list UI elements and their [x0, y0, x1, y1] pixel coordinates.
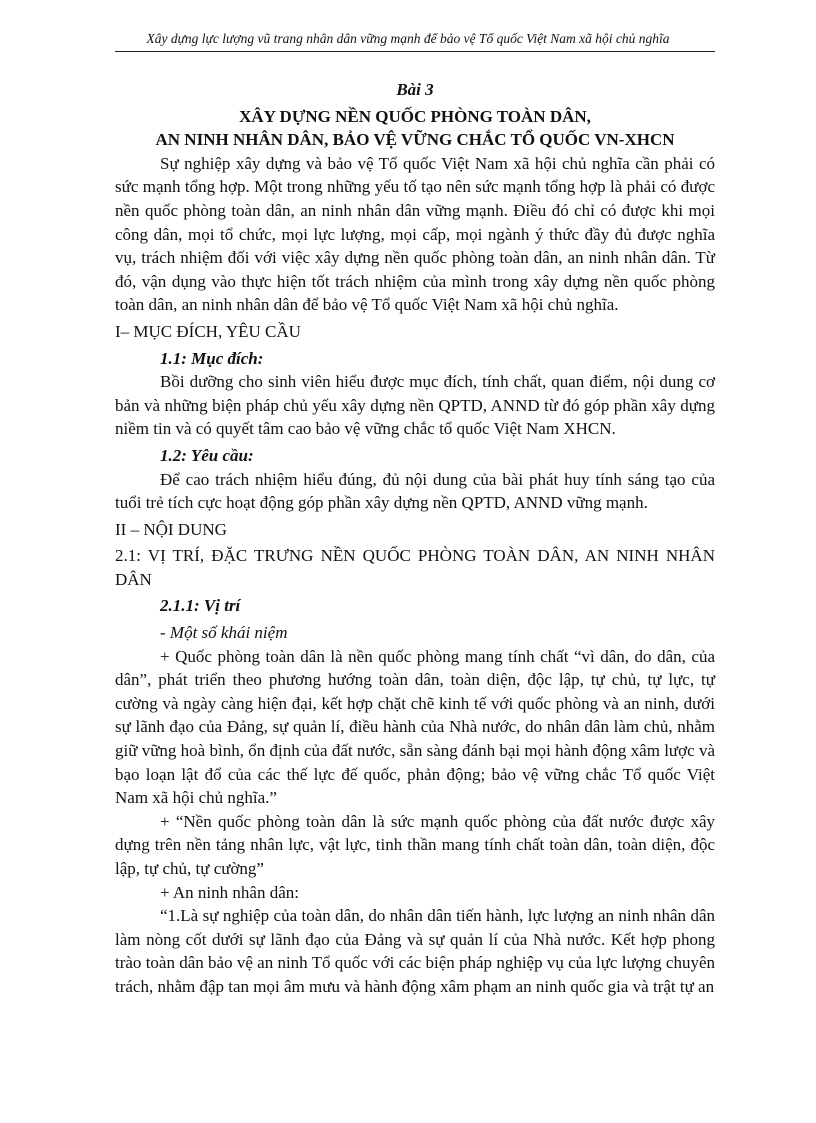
lesson-number: Bài 3: [396, 80, 434, 99]
section2-1-heading: 2.1: VỊ TRÍ, ĐẶC TRƯNG NỀN QUỐC PHÒNG TOÀN DÂN, AN NINH NHÂN DÂN: [115, 546, 715, 589]
header-divider: [115, 51, 715, 52]
purpose-paragraph: Bồi dưỡng cho sinh viên hiểu được mục đích, tính chất, quan điểm, nội dung cơ bản và những biện pháp chủ yếu xây dựng nền QPTD, ANND từ đó góp phần xây dựng niềm tin và có quyết tâm cao bảo vệ vững chắc tổ quốc Việt Nam XHCN.: [115, 372, 715, 439]
lesson-title-line2: AN NINH NHÂN DÂN, BẢO VỆ VỮNG CHẮC TỔ QUỐC VN-XHCN: [155, 130, 675, 150]
defense-definition-paragraph: + “Nền quốc phòng toàn dân là sức mạnh quốc phòng của đất nước được xây dựng trên nền tảng nhân lực, vật lực, tinh thần mang tính chất toàn dân, toàn diện, độc lập, tự chủ, tự cường”: [115, 811, 715, 878]
purpose-heading: 1.1: Mục đích:: [160, 348, 264, 368]
people-security-paragraph: “1.Là sự nghiệp của toàn dân, do nhân dân tiến hành, lực lượng an ninh nhân dân làm nòng cốt dưới sự lãnh đạo của Đảng và sự quản lí của Nhà nước. Kết hợp phong trào toàn dân bảo vệ an ninh Tổ quốc với các biện pháp nghiệp vụ của lực lượng chuyên trách, nhằm đập tan mọi âm mưu và hành động xâm phạm an ninh quốc gia và trật tự an: [115, 906, 715, 996]
national-defense-paragraph: + Quốc phòng toàn dân là nền quốc phòng mang tính chất “vì dân, do dân, của dân”, phát triển theo phương hướng toàn dân, toàn diện, độc lập, tự chủ, tự lực, tự cường và ngày càng hiện đại, kết hợp chặt chẽ kinh tế với quốc phòng và an ninh, dưới sự lãnh đạo của Đảng, sự quản lí, điều hành của Nhà nước, do nhân dân làm chủ, nhằm giữ vững hoà bình, ổn định của đất nước, sẵn sàng đánh bại mọi hành động xâm lược và bạo loạn lật đổ của các thế lực đế quốc, phản động; bảo vệ vững chắc Tổ quốc Việt Nam xã hội chủ nghĩa.”: [115, 646, 715, 808]
position-heading: 2.1.1: Vị trí: [160, 596, 241, 616]
requirement-heading: 1.2: Yêu cầu:: [160, 445, 254, 465]
concepts-label: - Một số khái niệm: [160, 623, 288, 643]
requirement-paragraph: Để cao trách nhiệm hiểu đúng, đủ nội dung của bài phát huy tính sáng tạo của tuổi trẻ tích cực hoạt động góp phần xây dựng nền QPTD, ANND vững mạnh.: [115, 469, 715, 513]
section2-heading: II – NỘI DUNG: [115, 519, 227, 539]
running-header: Xây dựng lực lượng vũ trang nhân dân vững mạnh để bảo vệ Tổ quốc Việt Nam xã hội chủ nghĩa: [146, 31, 670, 46]
lesson-title-line1: XÂY DỰNG NỀN QUỐC PHÒNG TOÀN DÂN,: [239, 106, 591, 126]
section1-heading: I– MỤC ĐÍCH, YÊU CẦU: [115, 321, 301, 341]
document-body: [115, 78, 715, 999]
intro-paragraph: Sự nghiệp xây dựng và bảo vệ Tổ quốc Việt Nam xã hội chủ nghĩa cần phải có sức mạnh tổng hợp. Một trong những yếu tố tạo nên sức mạnh tổng hợp là phải có được nền quốc phòng toàn dân, an ninh nhân dân vững mạnh. Điều đó chỉ có được khi mọi công dân, mọi tổ chức, mọi lực lượng, mọi cấp, mọi ngành ý thức đầy đủ được nghĩa vụ, trách nhiệm đối với việc xây dựng nền quốc phòng toàn dân, an ninh nhân dân. Từ đó, vận dụng vào thực hiện tốt trách nhiệm của mình trong xây dựng nền quốc phòng toàn dân, an ninh nhân dân để bảo vệ Tổ quốc Việt Nam xã hội chủ nghĩa.: [115, 153, 715, 315]
people-security-label: + An ninh nhân dân:: [160, 882, 299, 902]
